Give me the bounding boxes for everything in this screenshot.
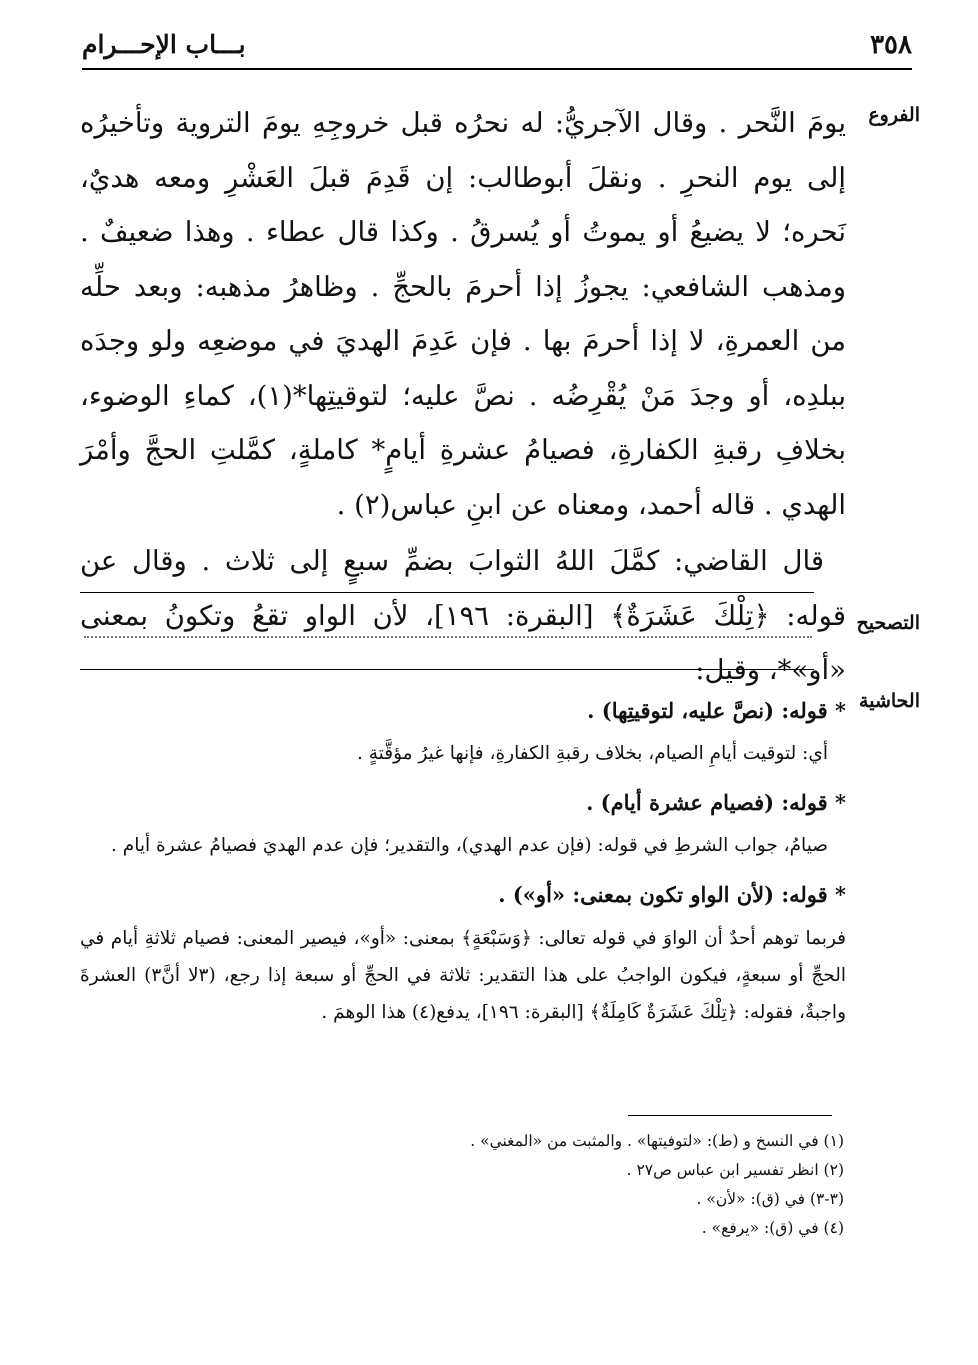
footnote-3: (٣-٣) في (ق): «لأن» . (696, 1190, 844, 1208)
hashiya-label: الحاشية (859, 690, 920, 712)
hashiya-heading-2: * قوله: (فصيام عشرة أيام) . (586, 790, 846, 815)
main-paragraph-2-start: قال القاضي: كمَّلَ اللهُ الثوابَ بضمِّ سبعٍ إلى ثلاث . وقال عن قوله: (80, 545, 846, 632)
main-paragraph-2-end: [البقرة: ١٩٦]، لأن الواو تقعُ وتكونُ بمعنى «أو»*، وقيل: (80, 599, 846, 686)
footnotes (200, 1127, 844, 1243)
chapter-title: بـــاب الإحـــرام (82, 30, 246, 59)
hashiya-section (80, 694, 846, 1045)
divider-bottom (80, 669, 814, 670)
page-header (82, 26, 912, 70)
quran-verse: ﴿تِلْكَ عَشَرَةٌ﴾ (610, 599, 770, 632)
hashiya-explanation-1: أي: لتوقيت أيامِ الصيام، بخلاف رقبةِ الكفارةِ، فإنها غيرُ مؤقَّتةٍ . (357, 743, 828, 764)
footnote-1: (١) في النسخ و (ط): «لتوفيتها» . والمثبت من «المغني» . (470, 1132, 844, 1150)
footnote-rule (628, 1115, 832, 1116)
divider-top (80, 592, 814, 593)
hashiya-heading-3: * قوله: (لأن الواو تكون بمعنى: «أو») . (498, 882, 846, 907)
hashiya-heading-1: * قوله: (نصَّ عليه، لتوقيتِها) . (587, 698, 846, 723)
hashiya-explanation-2: صيامُ، جواب الشرطِ في قوله: (فإن عدم الهدي)، والتقدير؛ فإن عدم الهديَ فصيامُ عشرة أيام . (111, 835, 828, 856)
main-paragraph-2 (80, 534, 846, 698)
page-number: ٣٥٨ (870, 30, 912, 60)
hashiya-explanation-3: فربما توهم أحدٌ أن الواوَ في قوله تعالى: ﴿وَسَبْعَةٍ﴾ بمعنى: «أو»، فيصير المعنى: فصيام ثلاثةِ أيام في الحجِّ أو سبعةٍ، فيكون الواجبُ على هذا التقدير: ثلاثة في الحجِّ أو سبعة إذا رجع، (٣لا أنَّ٣) العشرةَ واجبةٌ، فقوله: ﴿تِلْكَ عَشَرَةٌ كَامِلَةٌ﴾ [البقرة: ١٩٦]، يدفع(٤) هذا الوهمَ . (80, 928, 846, 1023)
footnote-4: (٤) في (ق): «يرفع» . (701, 1219, 844, 1237)
tashih-dotted-line (84, 624, 812, 638)
footnote-2: (٢) انظر تفسير ابن عباس ص٢٧ . (626, 1161, 844, 1179)
main-paragraph-1: يومَ النَّحر . وقال الآجريُّ: له نحرُه قبل خروجِهِ يومَ التروية وتأخيرُه إلى يوم النحرِ . ونقلَ أبوطالب: إن قَدِمَ قبلَ العَشْرِ ومعه هديٌ، نَحره؛ لا يضيعُ أو يموتُ أو يُسرقُ . وكذا قال عطاء . وهذا ضعيفٌ . ومذهب الشافعي: يجوزُ إذا أحرمَ بالحجِّ . وظاهرُ مذهبه: وبعد حلِّه من العمرةِ، لا إذا أحرمَ بها . فإن عَدِمَ الهديَ في موضعِه ولو وجدَه ببلدِه، أو وجدَ مَنْ يُقْرِضُه . نصَّ عليه؛ لتوقيتِها*(١)، كماءِ الوضوء، بخلافِ رقبةِ الكفارةِ، فصيامُ عشرةِ أيامٍ* كاملةٍ، كمَّلتِ الحجَّ وأمْرَ الهدي . قاله أحمد، ومعناه عن ابنِ عباس(٢) . (80, 107, 846, 521)
main-text (80, 96, 846, 698)
tashih-label: التصحيح (856, 612, 920, 634)
furu-label: الفروع (868, 104, 920, 126)
